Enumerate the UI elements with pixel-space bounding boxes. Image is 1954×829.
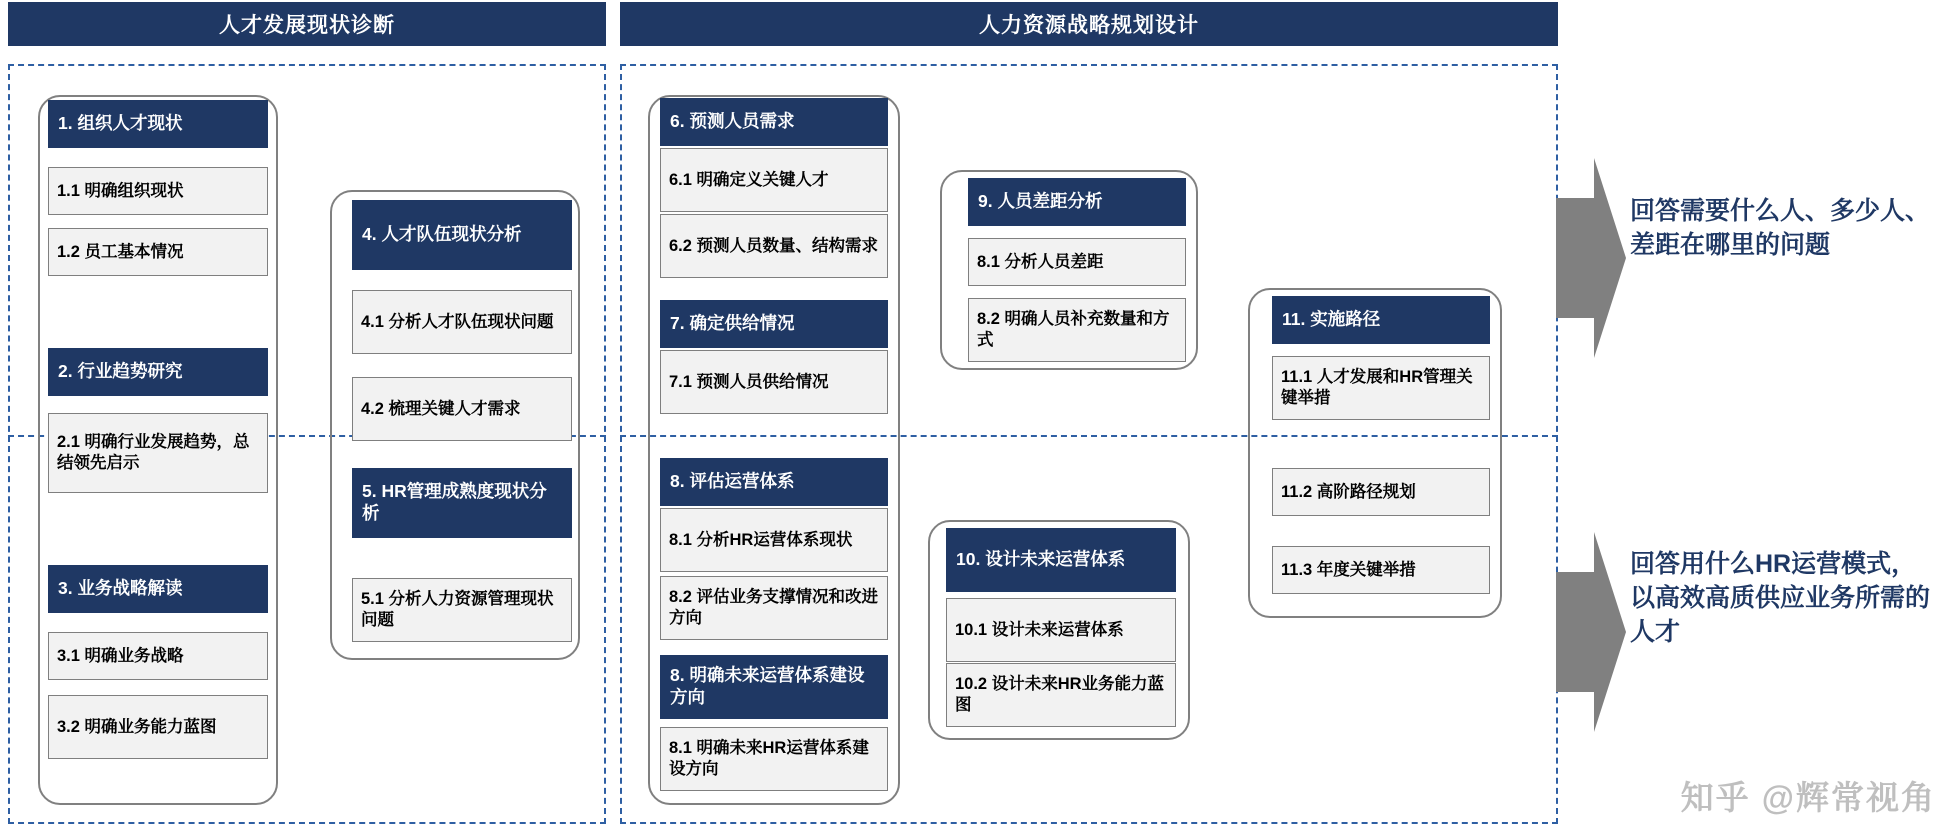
node-title-2[interactable]: 2. 行业趋势研究 [48, 348, 268, 396]
node-title-5[interactable]: 5. HR管理成熟度现状分析 [352, 468, 572, 538]
node-sub-3-1[interactable]: 3.1 明确业务战略 [48, 632, 268, 680]
node-sub-1-2[interactable]: 1.2 员工基本情况 [48, 228, 268, 276]
column-header-diagnosis: 人才发展现状诊断 [8, 2, 606, 46]
node-sub-1-1[interactable]: 1.1 明确组织现状 [48, 167, 268, 215]
arrow-right-bottom [1556, 532, 1626, 732]
node-title-11[interactable]: 11. 实施路径 [1272, 296, 1490, 344]
node-sub-4-1[interactable]: 4.1 分析人才队伍现状问题 [352, 290, 572, 354]
node-title-1[interactable]: 1. 组织人才现状 [48, 100, 268, 148]
node-title-6[interactable]: 6. 预测人员需求 [660, 98, 888, 146]
node-sub-11-1[interactable]: 11.1 人才发展和HR管理关键举措 [1272, 356, 1490, 420]
node-sub-11-2[interactable]: 11.2 高阶路径规划 [1272, 468, 1490, 516]
node-sub-10-1[interactable]: 10.1 设计未来运营体系 [946, 598, 1176, 662]
node-title-4[interactable]: 4. 人才队伍现状分析 [352, 200, 572, 270]
callout-bottom: 回答用什么HR运营模式，以高效高质供应业务所需的人才 [1630, 550, 1931, 646]
node-title-3[interactable]: 3. 业务战略解读 [48, 565, 268, 613]
node-sub-8f-1[interactable]: 8.1 明确未来HR运营体系建设方向 [660, 727, 888, 791]
node-sub-10-2[interactable]: 10.2 设计未来HR业务能力蓝图 [946, 663, 1176, 727]
node-sub-8-1[interactable]: 8.1 分析HR运营体系现状 [660, 508, 888, 572]
node-title-8-assess[interactable]: 8. 评估运营体系 [660, 458, 888, 506]
node-sub-9-1[interactable]: 8.1 分析人员差距 [968, 238, 1186, 286]
arrow-right-top [1556, 158, 1626, 358]
node-title-8-future[interactable]: 8. 明确未来运营体系建设方向 [660, 655, 888, 719]
node-sub-5-1[interactable]: 5.1 分析人力资源管理现状问题 [352, 578, 572, 642]
node-sub-2-1[interactable]: 2.1 明确行业发展趋势，总结领先启示 [48, 413, 268, 493]
node-sub-3-2[interactable]: 3.2 明确业务能力蓝图 [48, 695, 268, 759]
node-sub-9-2[interactable]: 8.2 明确人员补充数量和方式 [968, 298, 1186, 362]
node-sub-8-2[interactable]: 8.2 评估业务支撑情况和改进方向 [660, 576, 888, 640]
node-sub-6-2[interactable]: 6.2 预测人员数量、结构需求 [660, 214, 888, 278]
node-sub-7-1[interactable]: 7.1 预测人员供给情况 [660, 350, 888, 414]
node-title-7[interactable]: 7. 确定供给情况 [660, 300, 888, 348]
callout-top: 回答需要什么人、多少人、差距在哪里的问题 [1630, 197, 1931, 259]
node-sub-4-2[interactable]: 4.2 梳理关键人才需求 [352, 377, 572, 441]
node-title-9[interactable]: 9. 人员差距分析 [968, 178, 1186, 226]
watermark: 知乎 @辉常视角 [1680, 779, 1936, 816]
node-sub-6-1[interactable]: 6.1 明确定义关键人才 [660, 148, 888, 212]
node-sub-11-3[interactable]: 11.3 年度关键举措 [1272, 546, 1490, 594]
node-title-10[interactable]: 10. 设计未来运营体系 [946, 528, 1176, 592]
column-header-planning: 人力资源战略规划设计 [620, 2, 1558, 46]
